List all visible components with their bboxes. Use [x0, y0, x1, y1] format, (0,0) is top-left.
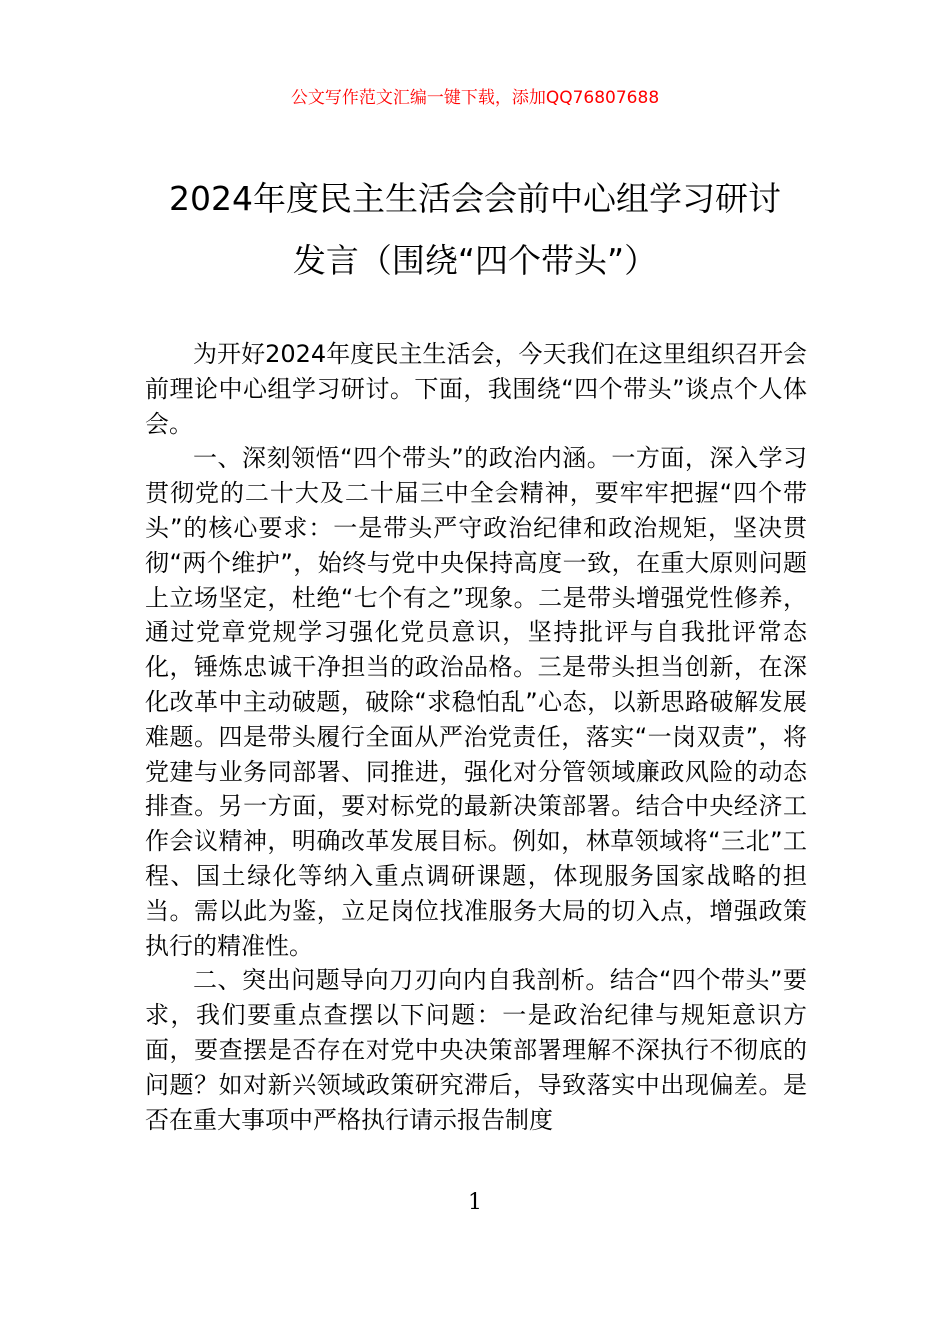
body-paragraph-section-1: 一、深刻领悟“四个带头”的政治内涵。一方面，深入学习贯彻党的二十大及二十届三中全会精神，要牢牢把握“四个带头”的核心要求：一是带头严守政治纪律和政治规矩，坚决贯彻“两个维护”，始终与党中央保持高度一致，在重大原则问题上立场坚定，杜绝“七个有之”现象。二是带头增强党性修养，通过党章党规学习强化党员意识，坚持批评与自我批评常态化，锤炼忠诚干净担当的政治品格。三是带头担当创新，在深化改革中主动破题，破除“求稳怕乱”心态，以新思路破解发展难题。四是带头履行全面从严治党责任，落实“一岗双责”，将党建与业务同部署、同推进，强化对分管领域廉政风险的动态排查。另一方面，要对标党的最新决策部署。结合中央经济工作会议精神，明确改革发展目标。例如，林草领域将“三北”工程、国土绿化等纳入重点调研课题，体现服务国家战略的担当。需以此为鉴，立足岗位找准服务大局的切入点，增强政策执行的精准性。 — [145, 444, 807, 960]
title-line-1: 2024年度民主生活会会前中心组学习研讨 — [169, 179, 781, 218]
document-body — [145, 337, 807, 1137]
title-line-2: 发言（围绕“四个带头”） — [292, 241, 658, 280]
header-note: 公文写作范文汇编一键下载，添加QQ76807688 — [290, 88, 660, 108]
page-number: 1 — [468, 1190, 482, 1215]
body-paragraph-intro: 为开好2024年度民主生活会，今天我们在这里组织召开会前理论中心组学习研讨。下面，我围绕“四个带头”谈点个人体会。 — [145, 340, 807, 438]
body-paragraph-section-2: 二、突出问题导向刀刃向内自我剖析。结合“四个带头”要求，我们要重点查摆以下问题：一是政治纪律与规矩意识方面，要查摆是否存在对党中央决策部署理解不深执行不彻底的问题？如对新兴领域政策研究滞后，导致落实中出现偏差。是否在重大事项中严格执行请示报告制度 — [145, 966, 807, 1134]
document-title — [120, 168, 830, 292]
